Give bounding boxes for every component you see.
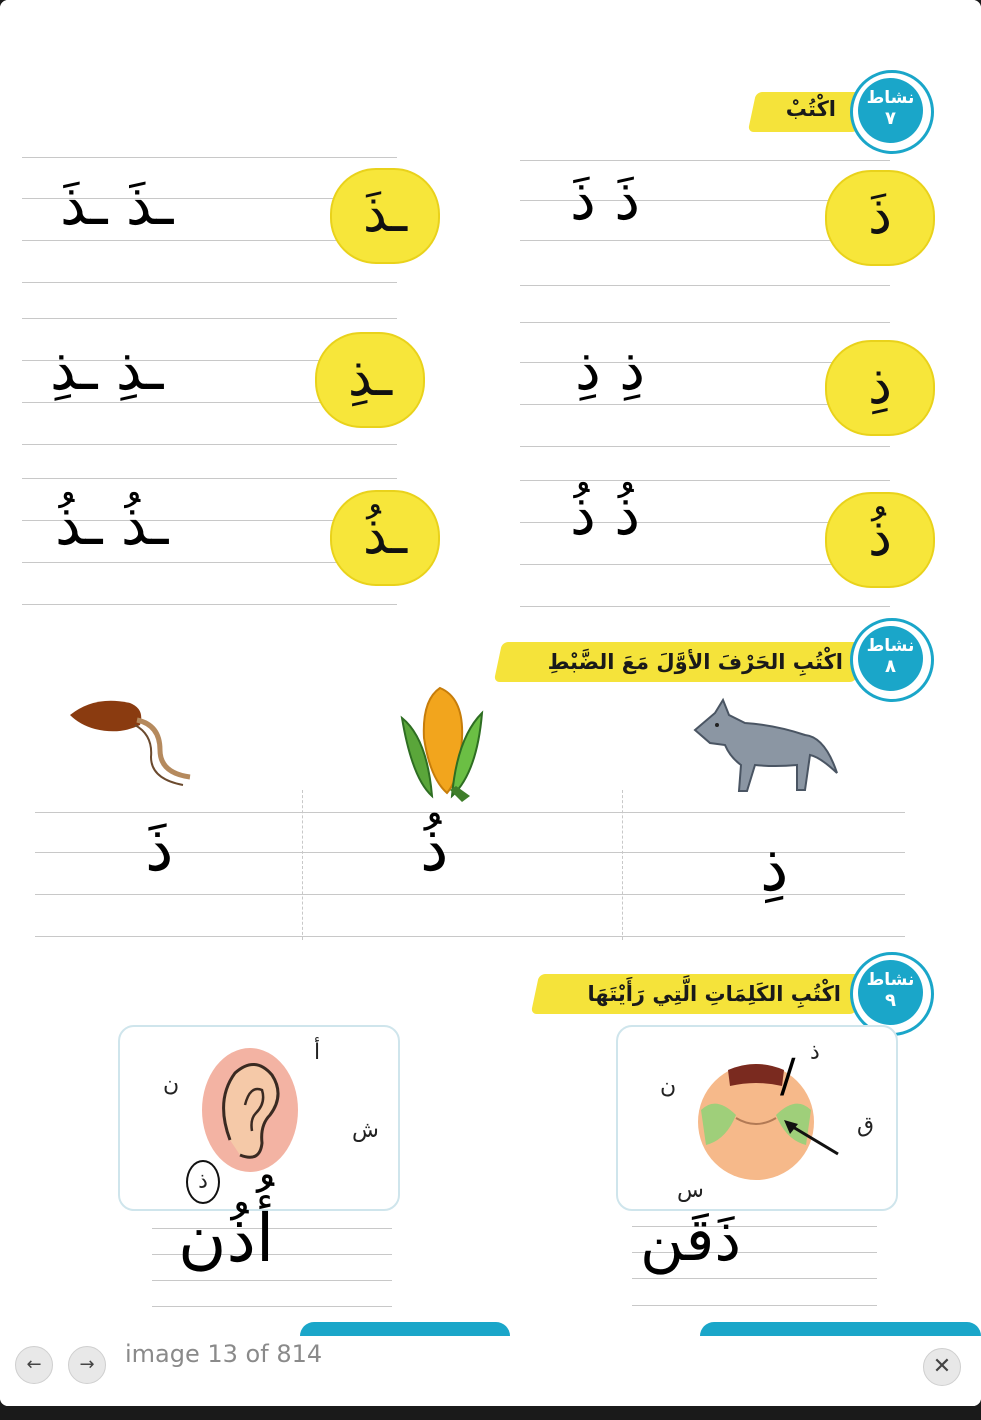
chin-handwritten-mark: / (780, 1048, 796, 1102)
handwriting-right-3: ذُ ذُ (570, 480, 641, 548)
arrow-left-icon: ← (26, 1354, 42, 1375)
model-circle-right-3: ذُ (825, 492, 935, 588)
arrow-right-icon: → (79, 1354, 95, 1375)
handwriting-left-2: ـذِ ـذِ (50, 335, 164, 403)
activity-8-answer-wolf: ذِ (760, 832, 789, 906)
decorative-wave-left (300, 1322, 510, 1336)
ear-letter-1: أ (314, 1040, 321, 1065)
next-image-button[interactable] (68, 1346, 106, 1384)
image-counter: image 13 of 814 (125, 1340, 323, 1368)
activity-8-answer-tail: ذَ (145, 812, 174, 886)
ear-letter-2: ن (163, 1072, 180, 1097)
activity-7-badge-number: ٧ (885, 108, 896, 129)
prev-image-button[interactable] (15, 1346, 53, 1384)
chin-letter-2: ن (660, 1074, 677, 1099)
chin-letter-3: ق (857, 1113, 875, 1138)
handwriting-left-3: ـذُ ـذُ (55, 490, 169, 558)
close-icon: ✕ (932, 1354, 952, 1379)
wolf-image (685, 695, 845, 800)
chin-letter-4: س (677, 1178, 704, 1203)
activity-9-badge-number: ٩ (885, 990, 896, 1011)
activity-9-badge (850, 952, 932, 1034)
activity-8-badge-word: نشاط (866, 636, 915, 656)
activity-8-title: اكْتُبِ الحَرْفَ الأوَّلَ مَعَ الضَّبْطِ (547, 650, 843, 674)
activity-7-title: اكْتُبْ (785, 97, 836, 121)
tail-image (65, 695, 205, 790)
handwriting-right-2: ذِ ذِ (575, 335, 646, 403)
ear-answer: أُذُن (178, 1200, 275, 1277)
chin-letter-1: ذ (810, 1040, 820, 1065)
corn-image (392, 678, 492, 803)
activity-9-title: اكْتُبِ الكَلِمَاتِ الَّتِي رَأَيْتَهَا (587, 982, 841, 1006)
arrow-icon (780, 1118, 840, 1158)
model-circle-right-1: ذَ (825, 170, 935, 266)
handwriting-right-1: ذَ ذَ (570, 165, 641, 233)
ear-letter-4: ذ (186, 1160, 220, 1204)
activity-8-badge-number: ٨ (885, 656, 896, 677)
chin-answer: ذَقَن (640, 1205, 742, 1275)
activity-9-badge-word: نشاط (866, 970, 915, 990)
model-circle-left-1: ـذَ (330, 168, 440, 264)
activity-8-answer-corn: ذُ (420, 812, 449, 886)
activity-8-badge (850, 618, 932, 700)
model-circle-left-3: ـذُ (330, 490, 440, 586)
model-circle-left-2: ـذِ (315, 332, 425, 428)
decorative-wave-right (700, 1322, 981, 1336)
viewer-footer (0, 1336, 981, 1406)
close-viewer-button[interactable] (923, 1348, 961, 1386)
model-circle-right-2: ذِ (825, 340, 935, 436)
activity-7-badge (850, 70, 932, 152)
activity-7-badge-word: نشاط (866, 88, 915, 108)
ear-image (200, 1045, 300, 1175)
handwriting-left-1: ـذَ ـذَ (60, 170, 174, 238)
ear-letter-3: ش (352, 1118, 379, 1143)
